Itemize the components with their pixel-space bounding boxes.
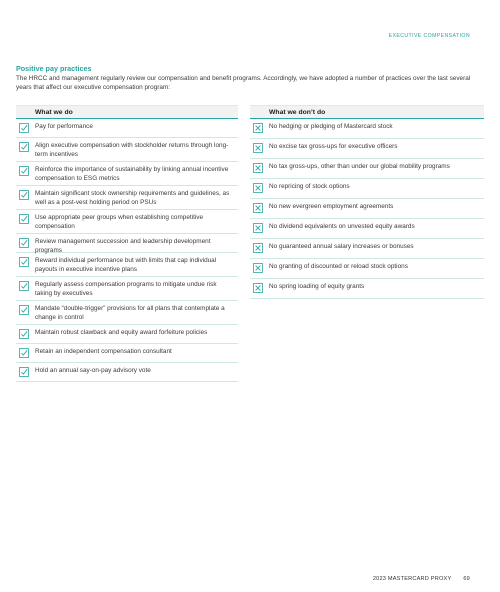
list-item [250,139,484,159]
list-item-text: No new evergreen employment agreements [269,203,394,210]
list-item [250,199,484,219]
check-box-icon [19,142,29,152]
what-we-dont-do-header: What we don’t do [250,105,484,119]
list-item [16,325,238,344]
check-box-icon [19,123,29,133]
list-item [250,159,484,179]
x-box-icon [253,243,263,253]
check-box-icon [19,214,29,224]
list-item-text: No dividend equivalents on unvested equity awards [269,223,415,230]
x-box-icon [253,143,263,153]
list-item [250,179,484,199]
intro-paragraph: The HRCC and management regularly review our compensation and benefit programs. Accordingly, we have adopted a number of practices over the last several years that affect our executive compensation program: [16,75,471,92]
list-item-text: Align executive compensation with stockholder returns through long-term incentives [35,142,229,158]
list-item-text: Maintain significant stock ownership requirements and guidelines, as well as a post-vest holding period on PSUs [35,190,230,206]
x-box-icon [253,123,263,133]
x-box-icon [253,163,263,173]
check-box-icon [19,348,29,358]
list-item-text: No guaranteed annual salary increases or bonuses [269,243,414,250]
what-we-dont-do-list [250,119,484,299]
list-item-text: Retain an independent compensation consultant [35,348,172,355]
list-item-text: No repricing of stock options [269,183,350,190]
x-box-icon [253,183,263,193]
list-item [16,138,238,162]
list-item [250,119,484,139]
list-item [250,219,484,239]
list-item-text: Hold an annual say-on-pay advisory vote [35,367,151,374]
list-item-text: Review management succession and leadership development programs [35,238,211,254]
x-box-icon [253,283,263,293]
page-number: 69 [463,576,470,582]
list-item-text: No hedging or pledging of Mastercard stock [269,123,393,130]
check-box-icon [19,367,29,377]
list-item [16,344,238,363]
list-item-text: Regularly assess compensation programs to mitigate undue risk taking by executives [35,281,217,297]
list-item-text: Mandate “double-trigger” provisions for all plans that contemplate a change in control [35,305,225,321]
list-item [250,279,484,299]
list-item [250,239,484,259]
what-we-do-header: What we do [16,105,238,119]
list-item [16,301,238,325]
list-item-text: Reward individual performance but with limits that cap individual payouts in executive incentive plans [35,257,217,273]
check-box-icon [19,305,29,315]
list-item [16,210,238,234]
list-item-text: Pay for performance [35,123,93,130]
list-item [16,277,238,301]
list-item-text: No spring loading of equity grants [269,283,365,290]
footer-title: 2023 MASTERCARD PROXY [372,576,452,582]
check-box-icon [19,238,29,248]
list-item [16,234,238,253]
page-footer [373,576,470,582]
list-item-text: No excise tax gross-ups for executive officers [269,143,398,150]
check-box-icon [19,257,29,267]
list-item [16,119,238,138]
check-box-icon [19,166,29,176]
x-box-icon [253,223,263,233]
x-box-icon [253,263,263,273]
list-item [16,363,238,382]
list-item [16,162,238,186]
list-item-text: Reinforce the importance of sustainability by linking annual incentive compensation to ESG metrics [35,166,229,182]
x-box-icon [253,203,263,213]
check-box-icon [19,190,29,200]
list-item-text: Use appropriate peer groups when establishing competitive compensation [35,214,204,230]
list-item [16,186,238,210]
what-we-do-list [16,119,238,382]
list-item [16,253,238,277]
list-item-text: No tax gross-ups, other than under our global mobility programs [269,163,450,170]
check-box-icon [19,281,29,291]
what-we-dont-do-column [250,105,484,299]
what-we-do-column [16,105,238,382]
list-item-text: No granting of discounted or reload stock options [269,263,408,270]
list-item [250,259,484,279]
section-heading: Positive pay practices [16,64,92,73]
section-label: EXECUTIVE COMPENSATION [388,33,470,39]
check-box-icon [19,329,29,339]
list-item-text: Maintain robust clawback and equity award forfeiture policies [35,329,208,336]
